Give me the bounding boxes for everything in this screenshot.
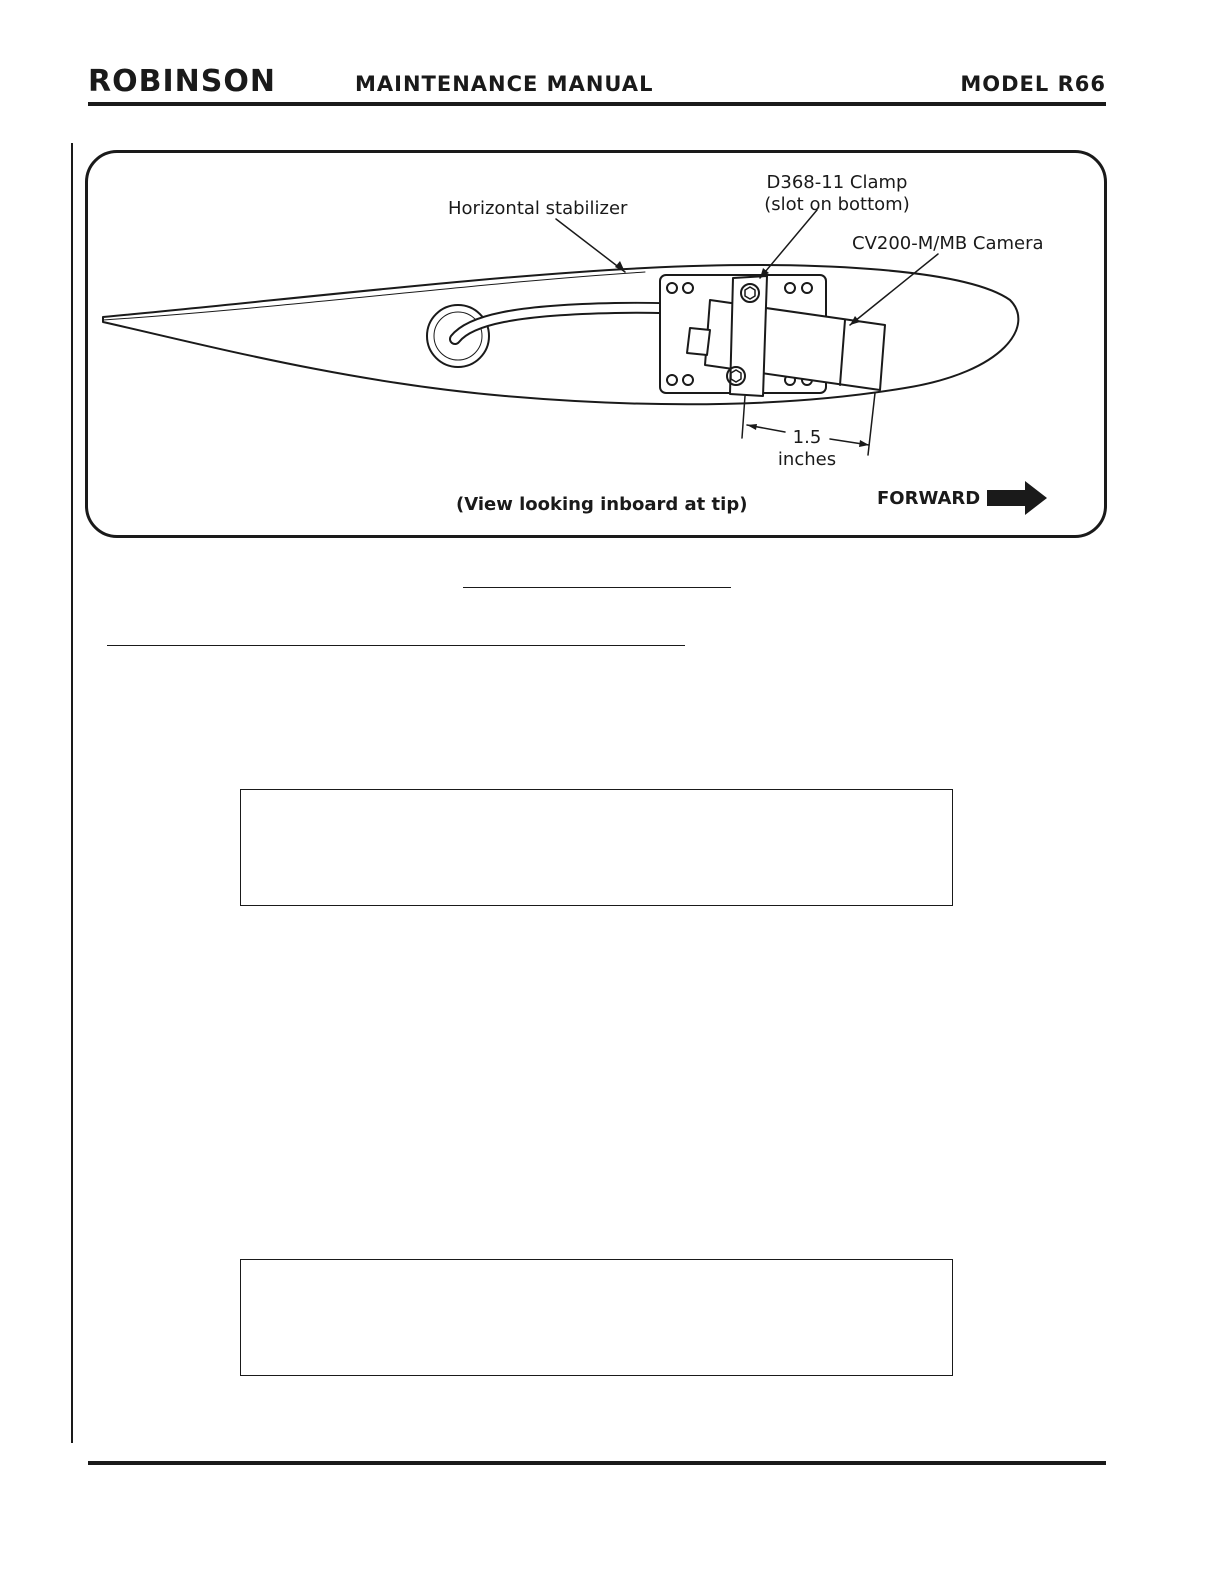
footer-rule xyxy=(88,1461,1106,1465)
header-rule xyxy=(88,102,1106,106)
page-header xyxy=(88,62,1106,106)
heading-underline xyxy=(463,587,731,588)
manual-title: MAINTENANCE MANUAL xyxy=(355,72,654,96)
camera-callout: CV200-M/MB Camera xyxy=(852,233,1044,254)
dimension-value: 1.5 xyxy=(792,427,822,448)
camera-clamp xyxy=(730,276,767,396)
clamp-callout-line1: D368-11 Clamp xyxy=(766,172,908,193)
revision-change-bar xyxy=(71,143,73,1443)
view-note: (View looking inboard at tip) xyxy=(456,494,748,515)
dimension-unit: inches xyxy=(777,449,837,470)
forward-arrow-icon xyxy=(987,481,1047,515)
note-box-1 xyxy=(240,789,953,906)
brand-logo: ROBINSON xyxy=(88,64,276,99)
forward-label: FORWARD xyxy=(877,488,981,509)
section-underline xyxy=(107,645,685,646)
model-label: MODEL R66 xyxy=(960,72,1106,96)
clamp-callout-line2: (slot on bottom) xyxy=(764,194,910,215)
note-box-2 xyxy=(240,1259,953,1376)
stabilizer-callout: Horizontal stabilizer xyxy=(448,198,628,219)
